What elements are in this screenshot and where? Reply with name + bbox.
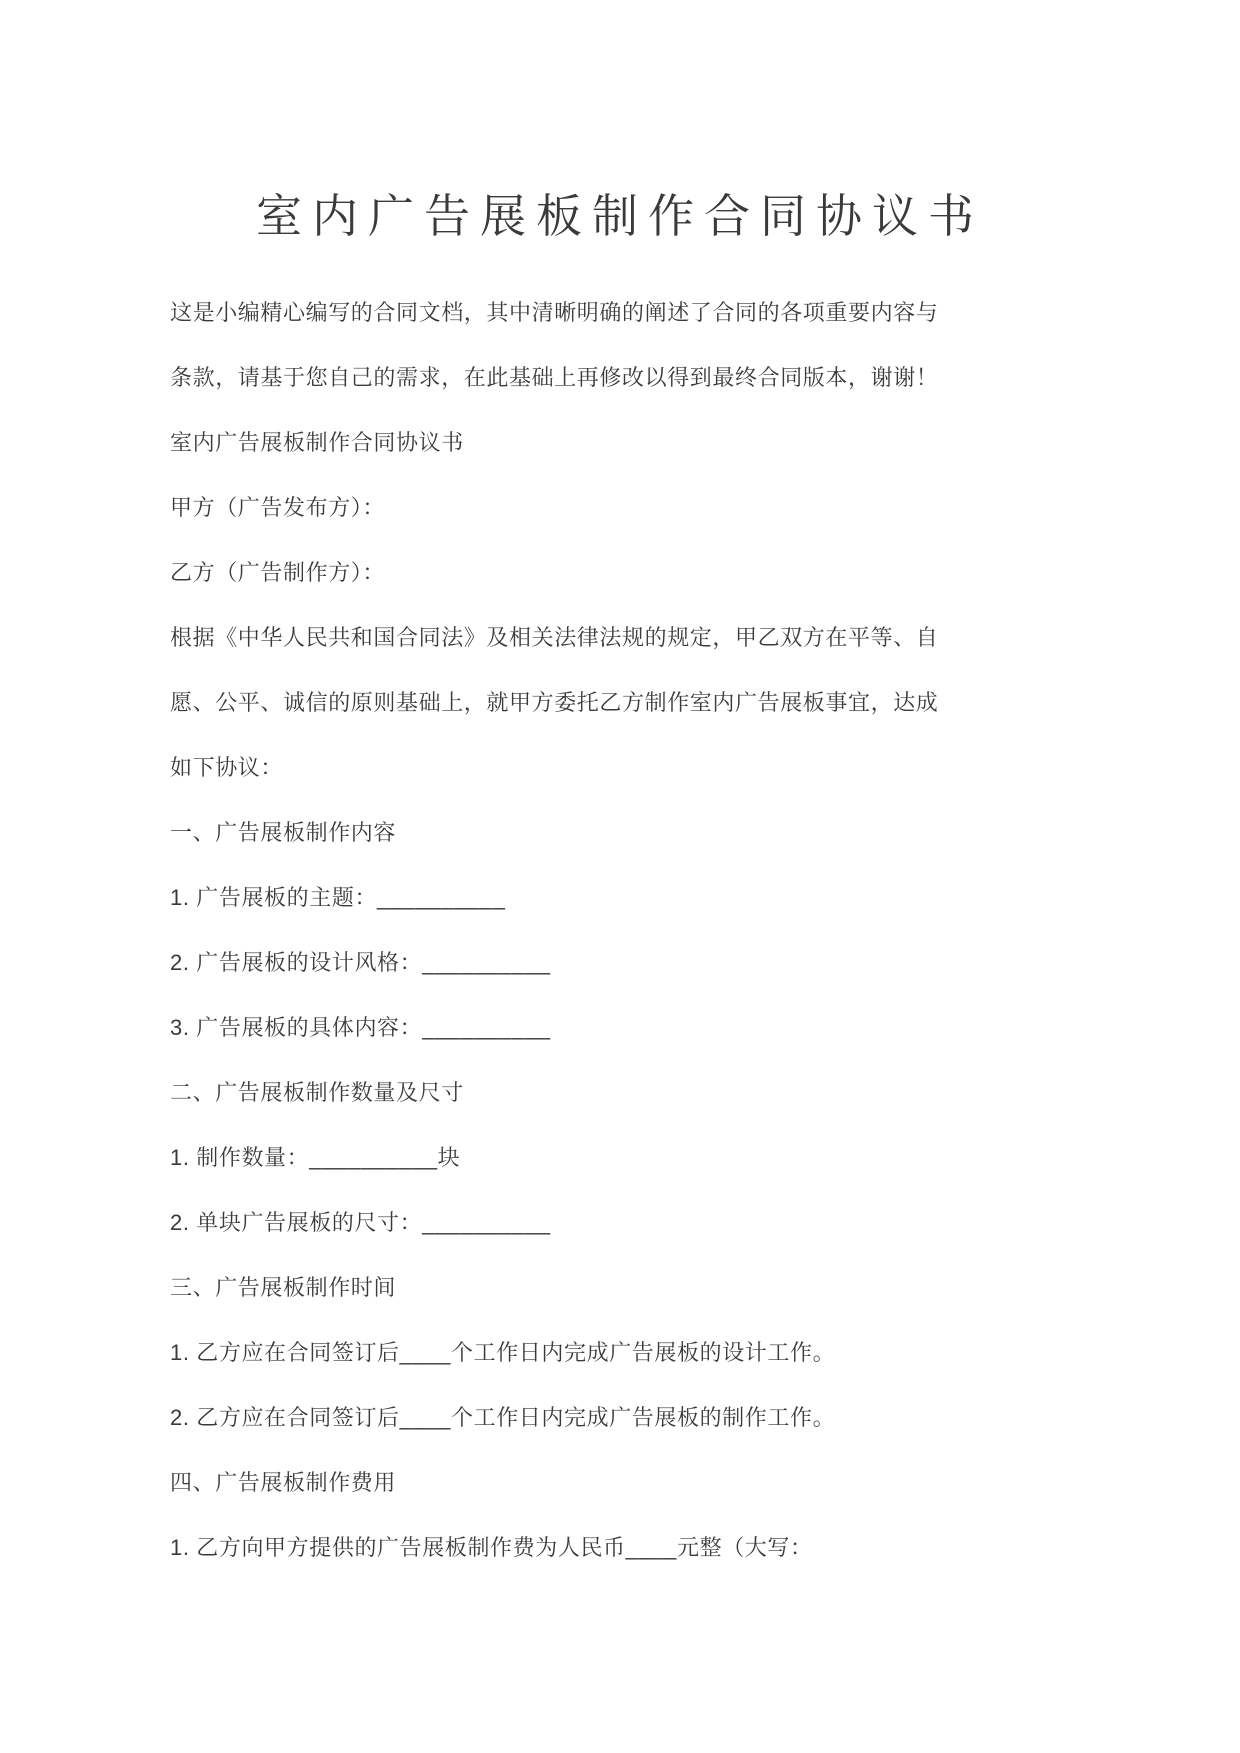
preamble-line-1: 根据《中华人民共和国合同法》及相关法律法规的规定，甲乙双方在平等、自 xyxy=(170,625,939,650)
section-2-item-2: 2. 单块广告展板的尺寸：__________ xyxy=(170,1210,551,1235)
section-2-heading: 二、广告展板制作数量及尺寸 xyxy=(170,1080,464,1105)
preamble-line-2: 愿、公平、诚信的原则基础上，就甲方委托乙方制作室内广告展板事宜，达成 xyxy=(170,690,939,715)
subtitle-line: 室内广告展板制作合同协议书 xyxy=(170,430,464,455)
page-title: 室内广告展板制作合同协议书 xyxy=(256,190,984,242)
section-1-item-2: 2. 广告展板的设计风格：__________ xyxy=(170,950,551,975)
section-1-item-3: 3. 广告展板的具体内容：__________ xyxy=(170,1015,551,1040)
section-2-item-1: 1. 制作数量：__________块 xyxy=(170,1145,461,1170)
party-b-line: 乙方（广告制作方）： xyxy=(170,560,386,585)
section-3-heading: 三、广告展板制作时间 xyxy=(170,1275,397,1300)
section-4-heading: 四、广告展板制作费用 xyxy=(170,1470,397,1495)
party-a-line: 甲方（广告发布方）： xyxy=(170,495,386,520)
section-1-item-1: 1. 广告展板的主题：__________ xyxy=(170,885,506,910)
section-1-heading: 一、广告展板制作内容 xyxy=(170,820,397,845)
preamble-line-3: 如下协议： xyxy=(170,755,284,780)
intro-line-2: 条款，请基于您自己的需求，在此基础上再修改以得到最终合同版本，谢谢！ xyxy=(170,365,939,390)
section-3-item-1: 1. 乙方应在合同签订后____个工作日内完成广告展板的设计工作。 xyxy=(170,1340,836,1365)
section-3-item-2: 2. 乙方应在合同签订后____个工作日内完成广告展板的制作工作。 xyxy=(170,1405,836,1430)
intro-line-1: 这是小编精心编写的合同文档，其中清晰明确的阐述了合同的各项重要内容与 xyxy=(170,300,939,325)
document-body xyxy=(0,280,1240,1580)
section-4-item-1: 1. 乙方向甲方提供的广告展板制作费为人民币____元整（大写： xyxy=(170,1535,813,1560)
